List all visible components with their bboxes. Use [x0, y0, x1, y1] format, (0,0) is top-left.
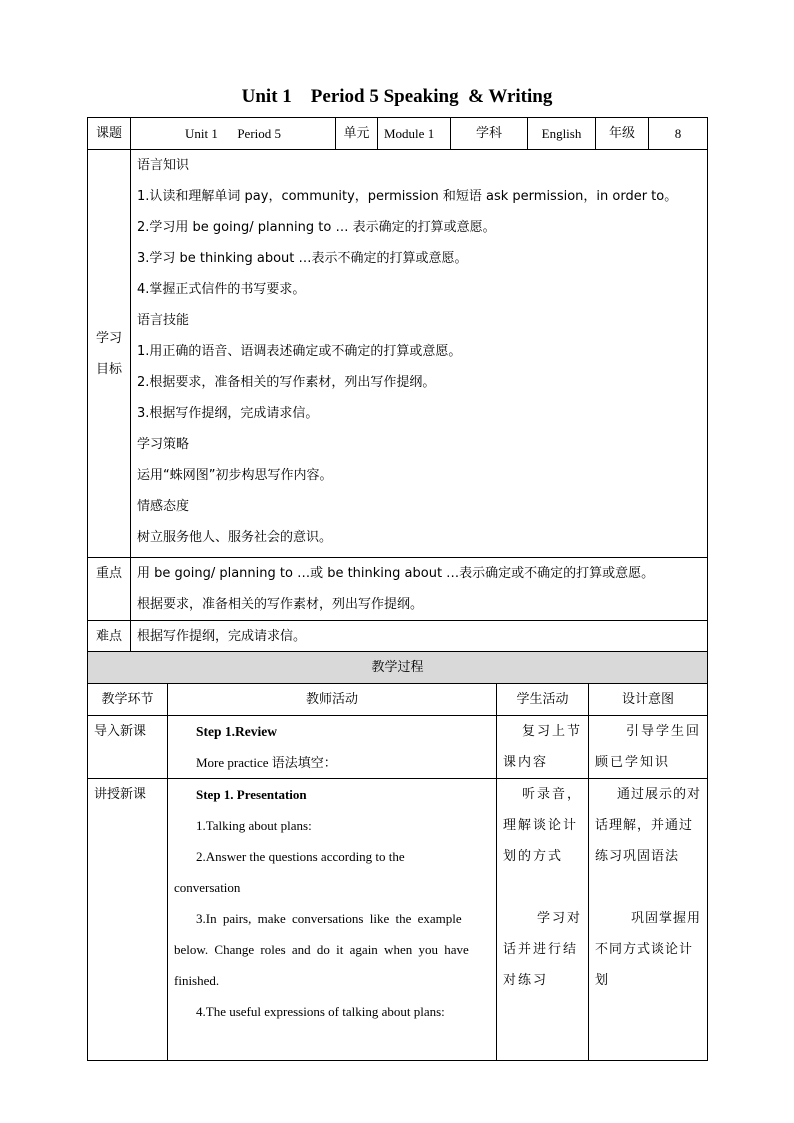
- difficult-points-label: 难点: [88, 621, 131, 653]
- objective-item: 树立服务他人、服务社会的意识。: [137, 530, 333, 545]
- col-header-stage: 教学环节: [88, 684, 168, 716]
- key-point-item: 根据要求，准备相关的写作素材，列出写作提纲。: [137, 597, 424, 612]
- teacher-activity-intro: [168, 716, 497, 779]
- process-header: 教学过程: [88, 652, 708, 684]
- student-line: 课内容: [503, 755, 549, 770]
- teacher-line: conversation: [174, 880, 241, 895]
- teacher-line: 3.In pairs, make conversations like the example: [196, 911, 462, 926]
- intent-line: 练习巩固语法: [595, 849, 680, 864]
- student-activity-new: [497, 779, 589, 1061]
- objective-item: 1.用正确的语音、语调表述确定或不确定的打算或意愿。: [137, 344, 462, 359]
- unit-label: 单元: [336, 118, 378, 150]
- teacher-line: below. Change roles and do it again when you have: [174, 942, 469, 957]
- objective-heading: 语言技能: [137, 313, 190, 328]
- key-points-label: 重点: [88, 558, 131, 621]
- stage-new: 讲授新课: [88, 779, 168, 1061]
- intent-line: 顾已学知识: [595, 755, 671, 770]
- step-title: Step 1. Presentation: [196, 787, 307, 802]
- student-activity-intro: [497, 716, 589, 779]
- intent-line: 话理解，并通过: [595, 818, 694, 833]
- objective-item: 2.根据要求，准备相关的写作素材，列出写作提纲。: [137, 375, 436, 390]
- intent-line: [595, 872, 701, 903]
- col-header-teacher: 教师活动: [168, 684, 497, 716]
- intent-intro: [589, 716, 708, 779]
- topic-label: 课题: [88, 118, 131, 150]
- lesson-info-table: [87, 117, 708, 653]
- intent-line: 不同方式谈论计: [595, 942, 694, 957]
- objective-item: 3.学习 be thinking about …表示不确定的打算或意愿。: [137, 251, 468, 266]
- objectives-label: [88, 150, 131, 558]
- objective-item: 运用“蛛网图”初步构思写作内容。: [137, 468, 333, 483]
- teacher-line: 1.Talking about plans:: [196, 818, 312, 833]
- student-line: 划的方式: [503, 849, 564, 864]
- teacher-line: 2.Answer the questions according to the: [196, 849, 405, 864]
- difficult-points-content: 根据写作提纲，完成请求信。: [131, 621, 708, 653]
- intent-line: 引导学生回: [626, 724, 702, 739]
- student-line: 学习对: [536, 911, 582, 926]
- subject-value: English: [528, 118, 596, 150]
- intent-line: 划: [595, 973, 610, 988]
- intent-new: [589, 779, 708, 1061]
- teacher-line: 4.The useful expressions of talking about plans:: [196, 1004, 445, 1019]
- objective-item: 3.根据写作提纲，完成请求信。: [137, 406, 319, 421]
- grade-value: 8: [649, 118, 708, 150]
- objective-item: 4.掌握正式信件的书写要求。: [137, 282, 306, 297]
- student-line: 听录音，: [521, 787, 582, 802]
- intent-line: 通过展示的对: [617, 787, 702, 802]
- objectives-label-line2: 目标: [95, 361, 122, 377]
- topic-value: Unit 1 Period 5: [131, 118, 336, 150]
- teacher-line: More practice 语法填空：: [196, 755, 337, 770]
- teacher-activity-new: [168, 779, 497, 1061]
- student-line: 对练习: [503, 973, 549, 988]
- intent-line: 巩固掌握用: [631, 911, 702, 926]
- student-line: 话并进行结: [503, 942, 579, 957]
- objectives-label-line1: 学习: [95, 330, 122, 346]
- page-title: Unit 1 Period 5 Speaking & Writing: [241, 86, 553, 107]
- col-header-intent: 设计意图: [589, 684, 708, 716]
- objective-heading: 情感态度: [137, 499, 190, 514]
- student-line: [503, 872, 582, 903]
- student-line: 复习上节: [521, 724, 582, 739]
- objective-heading: 语言知识: [137, 158, 190, 173]
- step-title: Step 1.Review: [196, 724, 277, 739]
- stage-intro: 导入新课: [88, 716, 168, 779]
- objective-heading: 学习策略: [137, 437, 190, 452]
- teaching-process-table: [87, 651, 708, 1061]
- col-header-student: 学生活动: [497, 684, 589, 716]
- grade-label: 年级: [596, 118, 649, 150]
- key-points-content: [131, 558, 708, 621]
- objective-item: 2.学习用 be going/ planning to … 表示确定的打算或意愿。: [137, 220, 496, 235]
- key-point-item: 用 be going/ planning to …或 be thinking about …表示确定或不确定的打算或意愿。: [137, 566, 655, 581]
- teacher-line: finished.: [174, 973, 220, 988]
- objectives-content: [131, 150, 708, 558]
- unit-value: Module 1: [378, 118, 451, 150]
- objective-item: 1.认读和理解单词 pay，community，permission 和短语 ask permission，in order to。: [137, 189, 678, 204]
- subject-label: 学科: [451, 118, 528, 150]
- student-line: 理解谈论计: [503, 818, 579, 833]
